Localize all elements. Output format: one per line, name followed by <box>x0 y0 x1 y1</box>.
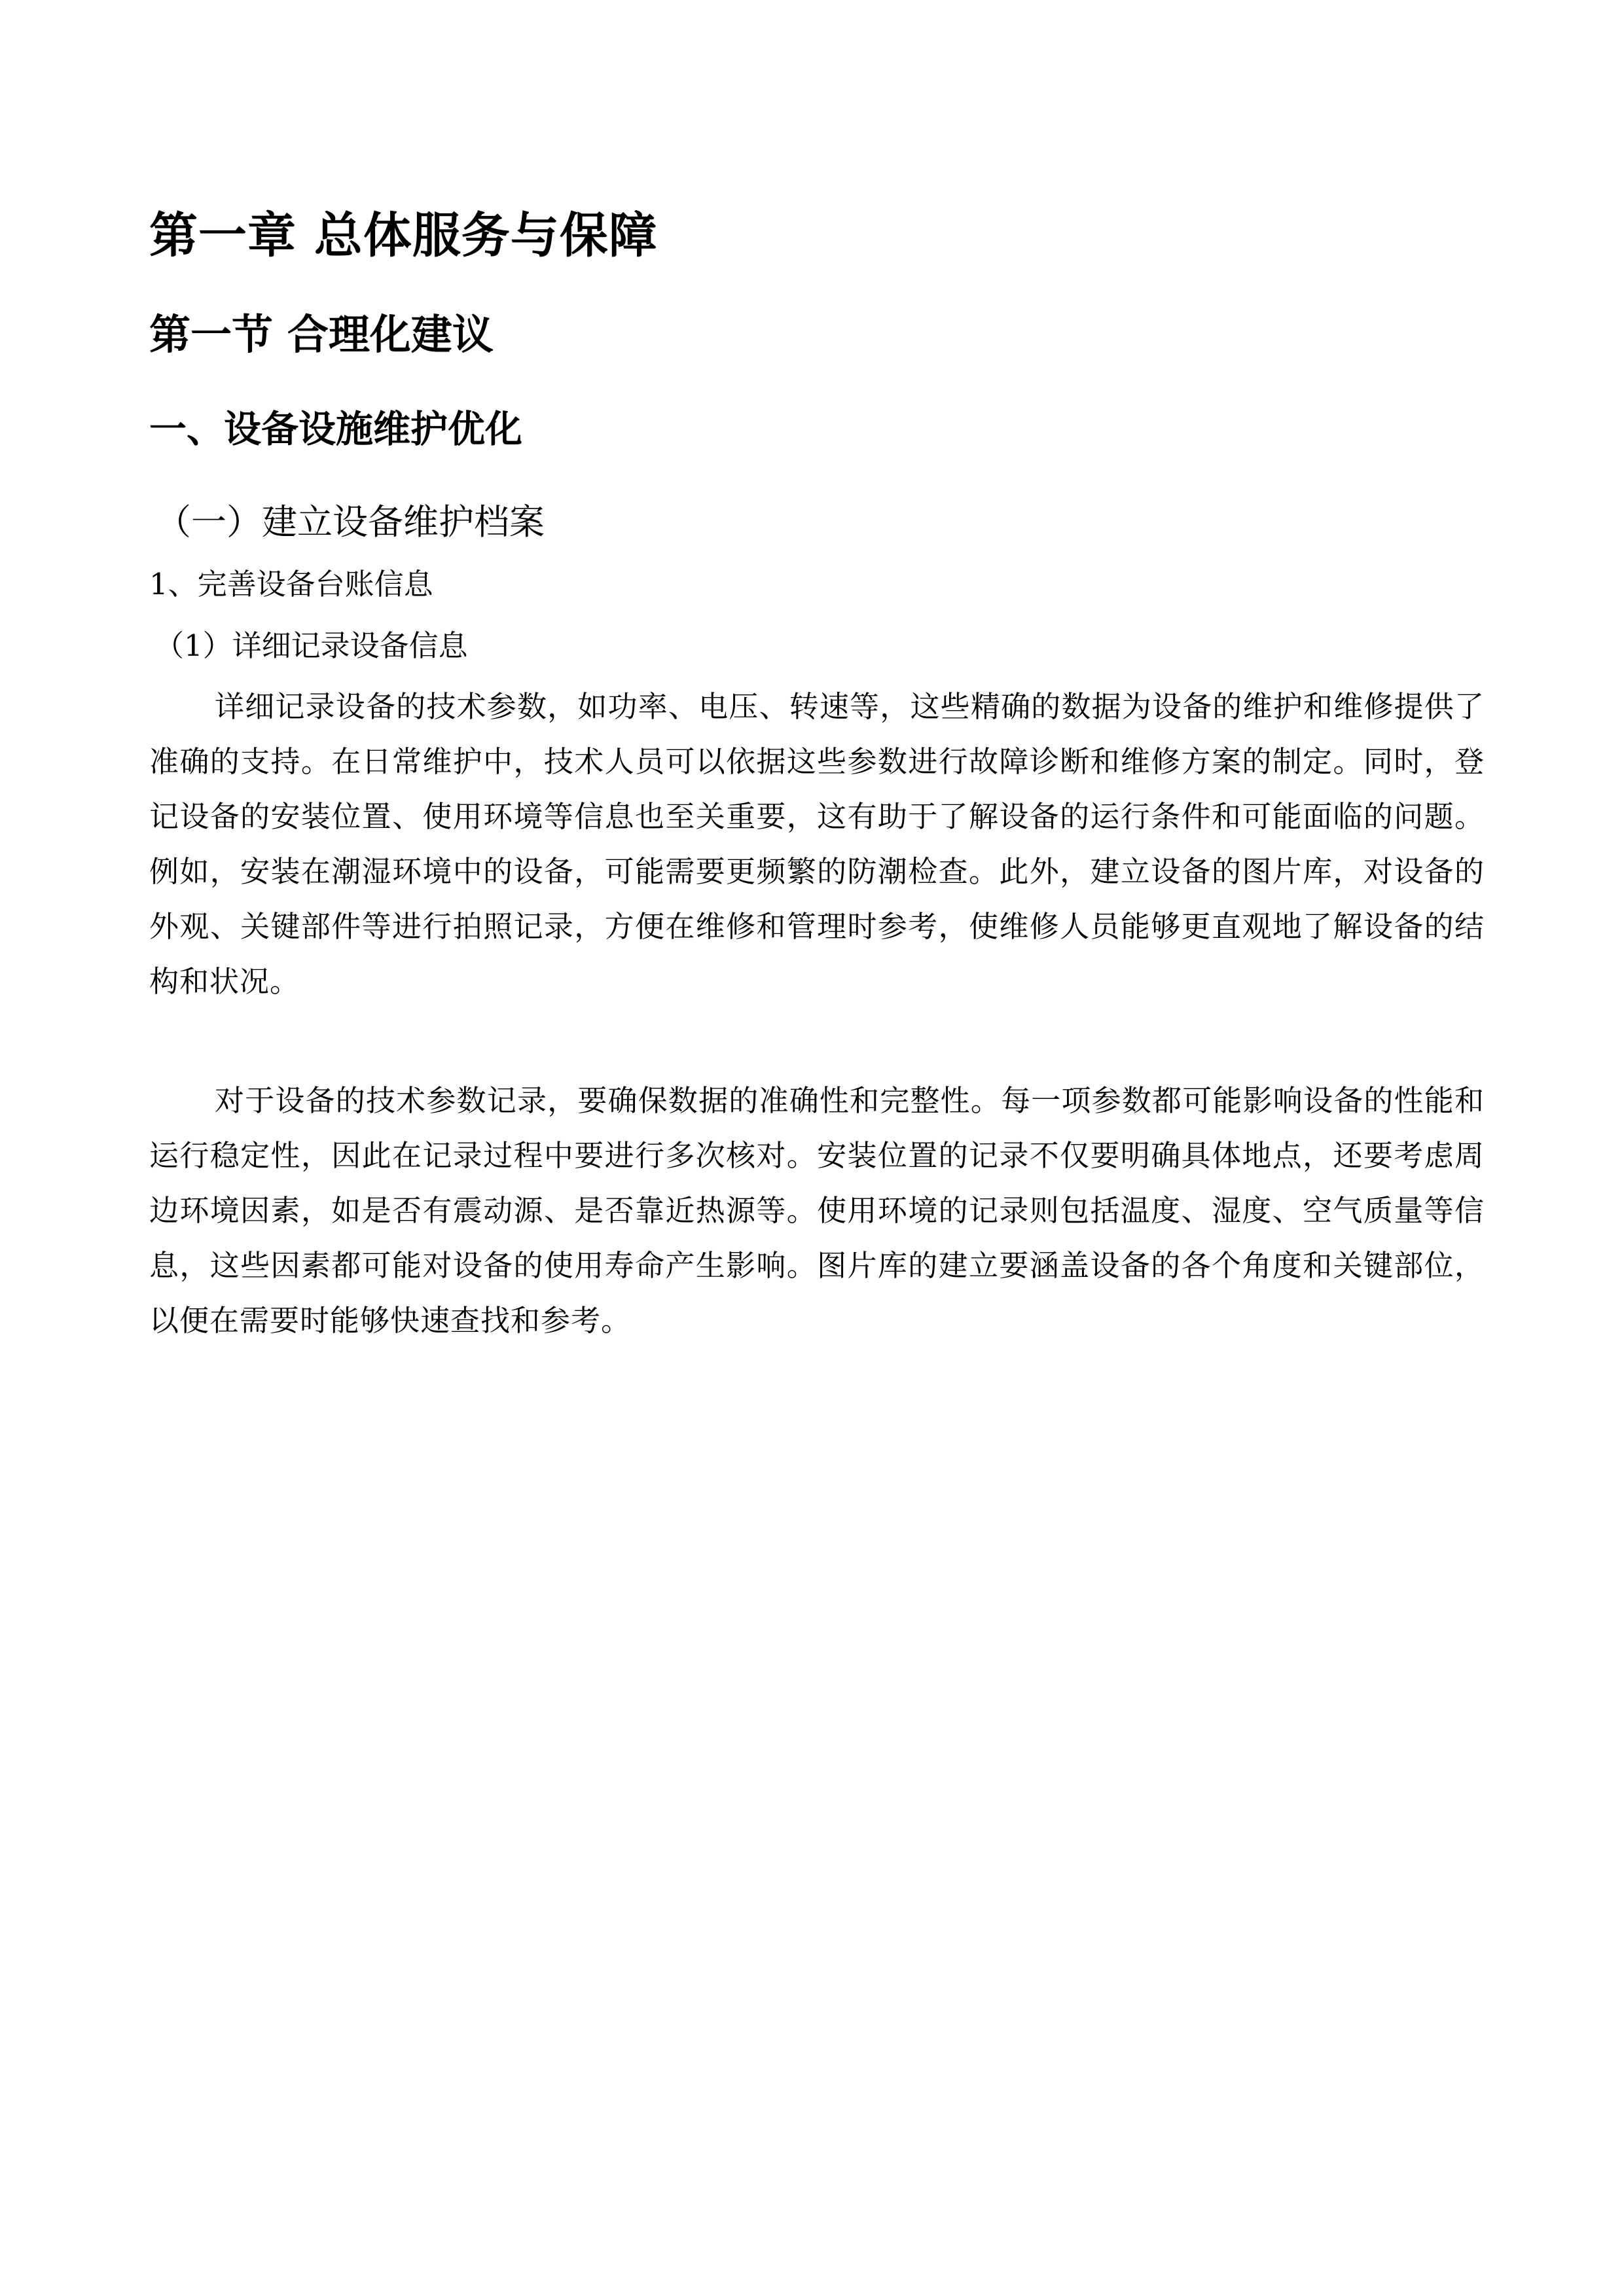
sub-item-title: （1）详细记录设备信息 <box>154 628 468 663</box>
item-title: 1、完善设备台账信息 <box>149 567 433 601</box>
sub-subsection-title: （一）建立设备维护档案 <box>156 501 545 543</box>
subsection-title: 一、设备设施维护优化 <box>149 408 522 451</box>
chapter-title: 第一章 总体服务与保障 <box>149 207 658 264</box>
body-paragraph-2: 对于设备的技术参数记录，要确保数据的准确性和完整性。每一项参数都可能影响设备的性能和运行稳定性，因此在记录过程中要进行多次核对。安装位置的记录不仅要明确具体地点，还要考虑周边环境因素，如是否有震动源、是否靠近热源等。使用环境的记录则包括温度、湿度、空气质量等信息，这些因素都可能对设备的使用寿命产生影响。图片库的建立要涵盖设备的各个角度和关键部位，以便在需要时能够快速查找和参考。 <box>149 1083 1485 1338</box>
section-title: 第一节 合理化建议 <box>149 311 494 359</box>
body-paragraph-1: 详细记录设备的技术参数，如功率、电压、转速等，这些精确的数据为设备的维护和维修提供了准确的支持。在日常维护中，技术人员可以依据这些参数进行故障诊断和维修方案的制定。同时，登记设备的安装位置、使用环境等信息也至关重要，这有助于了解设备的运行条件和可能面临的问题。例如，安装在潮湿环境中的设备，可能需要更频繁的防潮检查。此外，建立设备的图片库，对设备的外观、关键部件等进行拍照记录，方便在维修和管理时参考，使维修人员能够更直观地了解设备的结构和状况。 <box>149 689 1485 999</box>
